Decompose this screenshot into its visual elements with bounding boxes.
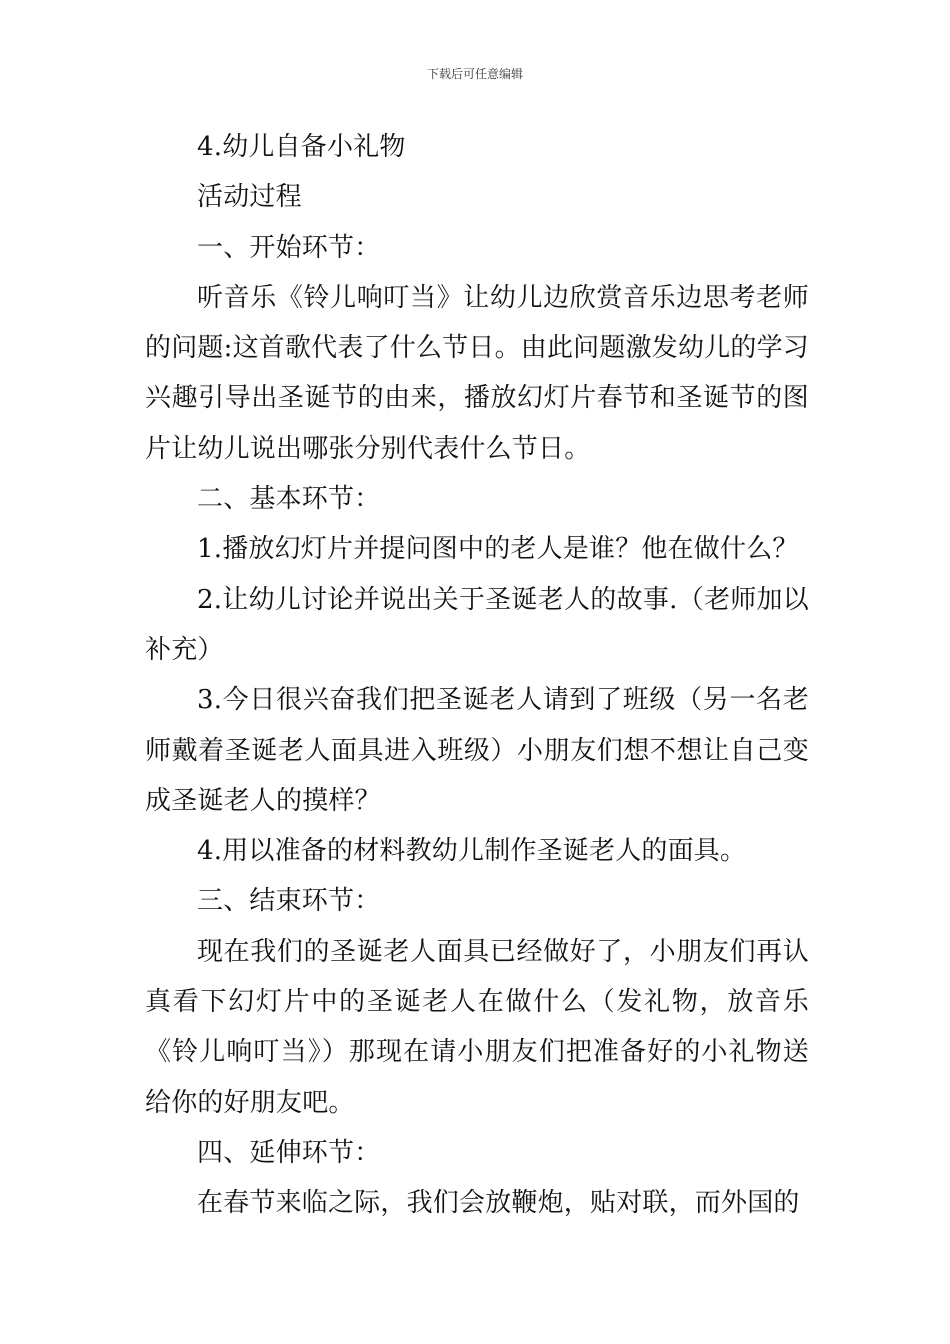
paragraph-basic-step-2: 2.让幼儿讨论并说出关于圣诞老人的故事.（老师加以补充） (145, 584, 809, 665)
paragraph-closing: 现在我们的圣诞老人面具已经做好了，小朋友们再认真看下幻灯片中的圣诞老人在做什么（发礼物，放音乐《铃儿响叮当》）那现在请小朋友们把准备好的小礼物送给你的好朋友吧。 (145, 936, 809, 1118)
section-heading-closing: 三、结束环节： (197, 886, 381, 917)
document-body (145, 122, 809, 1229)
paragraph-extension: 在春节来临之际，我们会放鞭炮，贴对联，而外国的 (197, 1188, 800, 1219)
section-heading-activity-process: 活动过程 (197, 182, 302, 213)
paragraph-basic-step-1: 1.播放幻灯片并提问图中的老人是谁？他在做什么？ (197, 534, 799, 565)
section-heading-basic: 二、基本环节： (197, 484, 381, 515)
section-heading-extension: 四、延伸环节： (197, 1137, 381, 1168)
paragraph-basic-step-4: 4.用以准备的材料教幼儿制作圣诞老人的面具。 (197, 836, 747, 867)
paragraph-materials-item-4: 4.幼儿自备小礼物 (197, 132, 406, 162)
paragraph-basic-step-3: 3.今日很兴奋我们把圣诞老人请到了班级（另一名老师戴着圣诞老人面具进入班级）小朋友们想不想让自己变成圣诞老人的摸样？ (145, 685, 809, 816)
section-heading-opening: 一、开始环节： (197, 232, 381, 263)
paragraph-opening: 听音乐《铃儿响叮当》让幼儿边欣赏音乐边思考老师的问题:这首歌代表了什么节日。由此问题激发幼儿的学习兴趣引导出圣诞节的由来，播放幻灯片春节和圣诞节的图片让幼儿说出哪张分别代表什么节日。 (145, 282, 809, 464)
page-header: 下载后可任意编辑 (426, 67, 523, 81)
